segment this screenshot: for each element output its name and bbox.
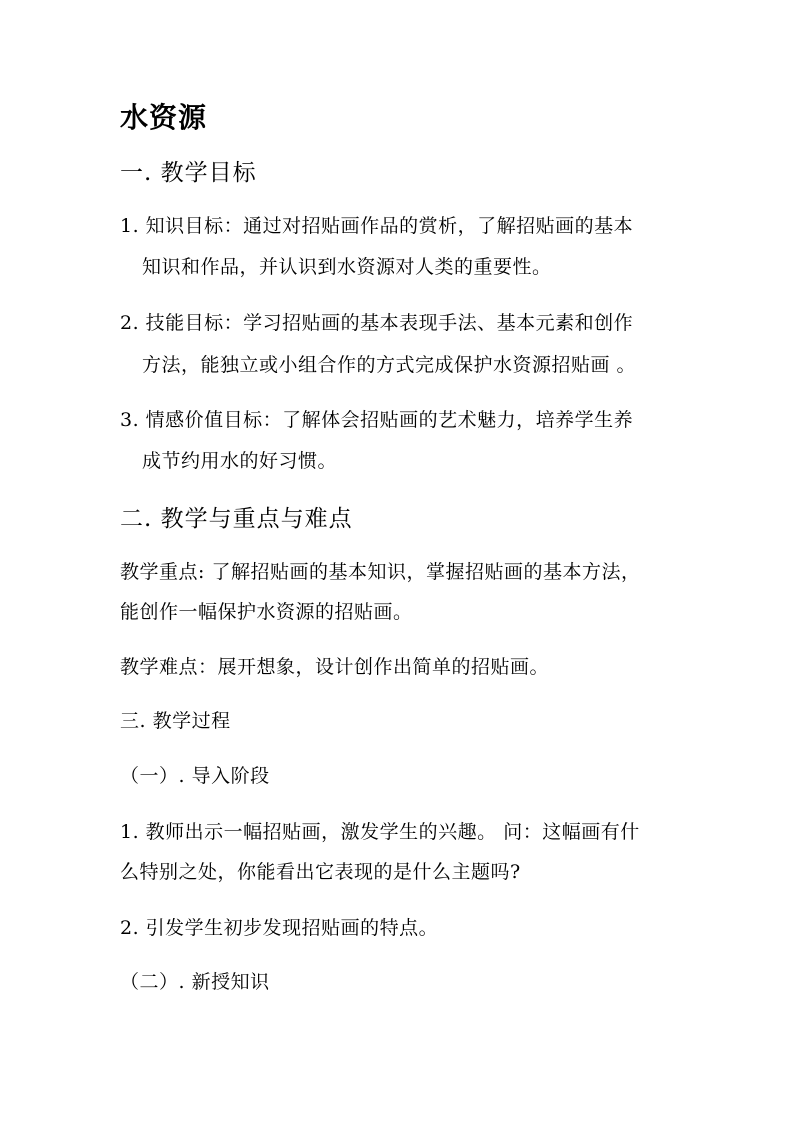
key-point-line-2: 能创作一幅保护水资源的招贴画。 — [120, 601, 413, 623]
document-title: 水资源 — [120, 101, 208, 134]
stage-1-item-1-line-2: 么特别之处，你能看出它表现的是什么主题吗? — [120, 861, 521, 883]
stage-2-heading: （二）. 新授知识 — [120, 971, 270, 993]
objective-3-line-1: 3. 情感价值目标：了解体会招贴画的艺术魅力，培养学生养 — [120, 409, 634, 431]
difficulty-line: 教学难点：展开想象，设计创作出简单的招贴画。 — [120, 656, 550, 678]
objective-1-line-1: 1. 知识目标：通过对招贴画作品的赏析，了解招贴画的基本 — [120, 215, 634, 237]
objective-2-line-1: 2. 技能目标：学习招贴画的基本表现手法、基本元素和创作 — [120, 312, 634, 334]
objective-3-line-2: 成节约用水的好习惯。 — [142, 450, 338, 472]
key-point-line-1: 教学重点: 了解招贴画的基本知识，掌握招贴画的基本方法， — [120, 561, 641, 583]
objective-1-line-2: 知识和作品，并认识到水资源对人类的重要性。 — [142, 256, 552, 278]
stage-1-item-1-line-1: 1. 教师出示一幅招贴画，激发学生的兴趣。 问：这幅画有什 — [120, 821, 640, 843]
stage-1-item-2: 2. 引发学生初步发现招贴画的特点。 — [120, 917, 439, 939]
section-heading-process: 三. 教学过程 — [120, 710, 231, 732]
stage-1-heading: （一）. 导入阶段 — [120, 765, 270, 787]
section-heading-objectives: 一. 教学目标 — [120, 160, 257, 186]
objective-2-line-2: 方法，能独立或小组合作的方式完成保护水资源招贴画 。 — [142, 354, 637, 376]
section-heading-key-points: 二. 教学与重点与难点 — [120, 506, 353, 532]
